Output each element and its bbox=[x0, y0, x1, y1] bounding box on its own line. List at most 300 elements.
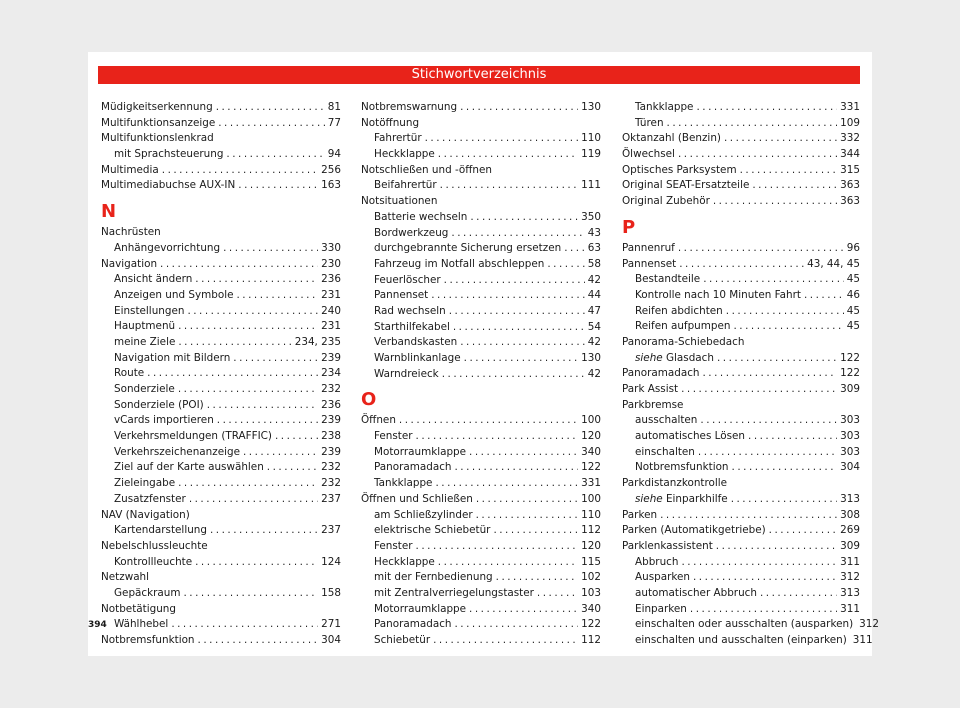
entry-term: Heckklappe bbox=[374, 555, 435, 568]
index-entry[interactable] bbox=[361, 241, 601, 257]
dot-leader bbox=[195, 272, 318, 288]
entry-page[interactable]: 239 bbox=[321, 414, 341, 427]
entry-page[interactable]: 54 bbox=[587, 320, 601, 333]
entry-page[interactable]: 158 bbox=[321, 586, 341, 599]
entry-page[interactable]: 344 bbox=[840, 148, 860, 161]
index-entry[interactable] bbox=[101, 413, 341, 429]
dot-leader bbox=[431, 288, 585, 304]
entry-page[interactable]: 236 bbox=[321, 273, 341, 286]
index-entry[interactable] bbox=[101, 508, 341, 524]
entry-page[interactable]: 237 bbox=[321, 492, 341, 505]
index-entry[interactable] bbox=[622, 460, 860, 476]
entry-term: Sonderziele (POI) bbox=[114, 398, 204, 411]
entry-page[interactable]: 43 bbox=[587, 226, 601, 239]
entry-term: ausschalten bbox=[635, 414, 698, 427]
entry-page[interactable]: 313 bbox=[840, 586, 860, 599]
index-entry[interactable] bbox=[101, 366, 341, 382]
entry-page[interactable]: 304 bbox=[321, 634, 341, 646]
index-entry[interactable] bbox=[622, 319, 860, 335]
index-entry[interactable] bbox=[361, 257, 601, 273]
entry-term: NAV (Navigation) bbox=[101, 508, 190, 521]
entry-page[interactable]: 309 bbox=[840, 383, 860, 395]
dot-leader bbox=[178, 319, 318, 335]
entry-term: Pannenset bbox=[374, 289, 429, 302]
entry-page[interactable]: 271 bbox=[321, 618, 341, 631]
entry-page[interactable]: 109 bbox=[840, 116, 860, 129]
dot-leader bbox=[698, 445, 837, 461]
entry-page[interactable]: 47 bbox=[587, 304, 601, 317]
dot-leader bbox=[416, 539, 579, 555]
index-entry[interactable] bbox=[361, 492, 601, 508]
entry-term: automatisches Lösen bbox=[635, 430, 746, 443]
entry-page[interactable]: 43, 44, 45 bbox=[807, 257, 860, 270]
index-entry[interactable] bbox=[622, 492, 860, 508]
index-entry[interactable] bbox=[361, 570, 601, 586]
index-entry[interactable] bbox=[101, 570, 341, 586]
index-entry[interactable] bbox=[101, 586, 341, 602]
index-entry[interactable] bbox=[361, 602, 601, 618]
index-entry[interactable] bbox=[101, 131, 341, 147]
entry-term: Ausparken bbox=[635, 571, 690, 584]
entry-term: Verbandskasten bbox=[374, 336, 458, 349]
index-entry[interactable] bbox=[101, 241, 341, 257]
index-entry[interactable] bbox=[622, 429, 860, 445]
index-entry[interactable] bbox=[101, 555, 341, 571]
entry-page[interactable]: 308 bbox=[840, 508, 860, 521]
index-entry[interactable] bbox=[361, 586, 601, 602]
entry-term: Notsituationen bbox=[361, 195, 438, 208]
index-entry[interactable] bbox=[361, 131, 601, 147]
index-entry[interactable] bbox=[361, 523, 601, 539]
entry-page[interactable]: 313 bbox=[840, 492, 860, 505]
index-entry[interactable] bbox=[101, 225, 341, 241]
entry-term: Kontrolle nach 10 Minuten Fahrt bbox=[635, 288, 801, 301]
dot-leader bbox=[178, 335, 291, 351]
entry-page[interactable]: 237 bbox=[321, 524, 341, 537]
entry-page[interactable]: 120 bbox=[581, 430, 601, 443]
index-entry[interactable] bbox=[361, 476, 601, 492]
entry-page[interactable]: 231 bbox=[321, 320, 341, 333]
entry-term: Notbremsfunktion bbox=[635, 461, 729, 474]
index-entry[interactable] bbox=[101, 476, 341, 492]
entry-term: Beifahrertür bbox=[374, 179, 437, 192]
dot-leader bbox=[189, 492, 318, 508]
see-reference: siehe bbox=[635, 492, 666, 505]
index-entry[interactable] bbox=[101, 382, 341, 398]
entry-page[interactable]: 363 bbox=[840, 195, 860, 208]
index-entry[interactable] bbox=[101, 178, 341, 194]
entry-page[interactable]: 115 bbox=[581, 555, 601, 568]
dot-leader bbox=[733, 319, 843, 335]
index-entry[interactable] bbox=[101, 602, 341, 618]
index-entry[interactable] bbox=[361, 116, 601, 132]
entry-page[interactable]: 46 bbox=[846, 288, 860, 301]
index-entry[interactable] bbox=[622, 476, 860, 492]
entry-page[interactable]: 350 bbox=[581, 210, 601, 223]
dot-leader bbox=[693, 570, 837, 586]
index-entry[interactable] bbox=[101, 539, 341, 555]
entry-term: Notöffnung bbox=[361, 116, 420, 129]
index-entry[interactable] bbox=[622, 523, 860, 539]
index-entry[interactable] bbox=[622, 335, 860, 351]
entry-term: Warndreieck bbox=[374, 367, 439, 380]
dot-leader bbox=[449, 304, 585, 320]
index-entry[interactable] bbox=[622, 194, 860, 210]
entry-page[interactable]: 332 bbox=[840, 132, 860, 145]
entry-term: Fahrzeug im Notfall abschleppen bbox=[374, 257, 545, 270]
entry-page[interactable]: 112 bbox=[581, 524, 601, 537]
index-entry[interactable] bbox=[622, 163, 860, 179]
entry-term: Warnblinkanlage bbox=[374, 352, 461, 364]
dot-leader bbox=[267, 460, 318, 476]
index-entry[interactable] bbox=[361, 539, 601, 555]
entry-term: elektrische Schiebetür bbox=[374, 524, 491, 537]
index-entry[interactable] bbox=[101, 163, 341, 179]
entry-page[interactable]: 331 bbox=[581, 477, 601, 490]
entry-page[interactable]: 42 bbox=[587, 273, 601, 286]
entry-term: Wählhebel bbox=[114, 618, 169, 631]
entry-page[interactable]: 63 bbox=[587, 242, 601, 255]
index-entry[interactable] bbox=[101, 100, 341, 116]
entry-term: einschalten oder ausschalten (ausparken) bbox=[635, 618, 854, 631]
entry-page[interactable]: 363 bbox=[840, 179, 860, 192]
index-entry[interactable] bbox=[622, 272, 860, 288]
entry-term: Pannenruf bbox=[622, 241, 675, 254]
index-entry[interactable] bbox=[622, 413, 860, 429]
entry-page[interactable]: 234 bbox=[321, 367, 341, 380]
index-entry[interactable] bbox=[361, 429, 601, 445]
index-entry[interactable] bbox=[622, 555, 860, 571]
dot-leader bbox=[713, 194, 837, 210]
dot-leader bbox=[752, 178, 837, 194]
entry-term: einschalten bbox=[635, 445, 695, 458]
entry-page[interactable]: 303 bbox=[840, 445, 860, 458]
entry-term: Tankklappe bbox=[374, 477, 433, 490]
index-entry[interactable] bbox=[622, 633, 873, 649]
dot-leader bbox=[226, 147, 324, 163]
index-entry[interactable] bbox=[622, 617, 879, 633]
index-entry[interactable] bbox=[101, 288, 341, 304]
entry-page[interactable]: 312 bbox=[840, 571, 860, 584]
entry-page[interactable]: 45 bbox=[846, 304, 860, 317]
dot-leader bbox=[681, 382, 837, 398]
index-entry[interactable] bbox=[361, 508, 601, 524]
index-entry[interactable] bbox=[101, 429, 341, 445]
dot-leader bbox=[183, 586, 318, 602]
entry-page[interactable]: 110 bbox=[581, 132, 601, 145]
index-entry[interactable] bbox=[622, 351, 860, 367]
index-entry[interactable] bbox=[101, 460, 341, 476]
entry-page[interactable]: 100 bbox=[581, 414, 601, 427]
entry-page[interactable]: 77 bbox=[327, 116, 341, 129]
dot-leader bbox=[740, 163, 838, 179]
dot-leader bbox=[660, 508, 837, 524]
dot-leader bbox=[399, 413, 578, 429]
dot-leader bbox=[435, 476, 578, 492]
entry-page[interactable]: 303 bbox=[840, 430, 860, 443]
entry-page[interactable]: 232 bbox=[321, 383, 341, 395]
index-entry[interactable] bbox=[361, 633, 601, 649]
dot-leader bbox=[433, 633, 578, 649]
entry-term: Nebelschlussleuchte bbox=[101, 539, 208, 552]
entry-term: Parken bbox=[622, 508, 658, 521]
entry-page[interactable]: 163 bbox=[321, 179, 341, 192]
index-entry[interactable] bbox=[101, 523, 341, 539]
index-entry[interactable] bbox=[361, 555, 601, 571]
index-entry[interactable] bbox=[101, 335, 341, 351]
entry-term: Oktanzahl (Benzin) bbox=[622, 132, 721, 145]
dot-leader bbox=[476, 508, 579, 524]
entry-page[interactable]: 42 bbox=[587, 336, 601, 349]
dot-leader bbox=[667, 116, 838, 132]
dot-leader bbox=[681, 555, 837, 571]
entry-page[interactable]: 240 bbox=[321, 304, 341, 317]
dot-leader bbox=[210, 523, 318, 539]
index-entry[interactable] bbox=[361, 351, 601, 367]
dot-leader bbox=[195, 555, 318, 571]
entry-page[interactable]: 124 bbox=[321, 555, 341, 568]
entry-term: Starthilfekabel bbox=[374, 320, 450, 333]
entry-page[interactable]: 130 bbox=[581, 352, 601, 364]
entry-term: Rad wechseln bbox=[374, 304, 446, 317]
entry-term: einschalten und ausschalten (einparken) bbox=[635, 634, 847, 646]
entry-term: Fahrertür bbox=[374, 132, 422, 145]
entry-term: Multimedia bbox=[101, 163, 159, 176]
entry-term: Abbruch bbox=[635, 555, 679, 568]
entry-term: Pannenset bbox=[622, 257, 677, 270]
entry-page[interactable]: 122 bbox=[840, 367, 860, 380]
entry-page[interactable]: 311 bbox=[840, 555, 860, 568]
dot-leader bbox=[425, 131, 579, 147]
entry-page[interactable]: 340 bbox=[581, 445, 601, 458]
entry-term: Park Assist bbox=[622, 383, 679, 395]
entry-term: Navigation bbox=[101, 257, 158, 270]
index-entry[interactable] bbox=[622, 445, 860, 461]
index-entry[interactable] bbox=[361, 413, 601, 429]
entry-term: Panoramadach bbox=[622, 367, 700, 380]
index-entry[interactable] bbox=[361, 304, 601, 320]
entry-group bbox=[361, 100, 601, 382]
entry-page[interactable]: 130 bbox=[581, 101, 601, 113]
index-entry[interactable] bbox=[622, 570, 860, 586]
entry-page[interactable]: 256 bbox=[321, 163, 341, 176]
index-entry[interactable] bbox=[361, 194, 601, 210]
entry-term: Tankklappe bbox=[635, 101, 694, 113]
index-entry[interactable] bbox=[101, 633, 341, 649]
entry-page[interactable]: 304 bbox=[840, 461, 860, 474]
index-entry[interactable] bbox=[622, 178, 860, 194]
index-entry[interactable] bbox=[361, 163, 601, 179]
index-entry[interactable] bbox=[361, 288, 601, 304]
entry-page[interactable]: 303 bbox=[840, 414, 860, 427]
entry-term: automatischer Abbruch bbox=[635, 586, 757, 599]
dot-leader bbox=[207, 398, 318, 414]
entry-page[interactable]: 238 bbox=[321, 430, 341, 443]
entry-term: Motorraumklappe bbox=[374, 602, 467, 615]
index-entry[interactable] bbox=[622, 304, 860, 320]
index-entry[interactable] bbox=[622, 586, 860, 602]
index-entry[interactable] bbox=[361, 178, 601, 194]
entry-page[interactable]: 45 bbox=[846, 320, 860, 333]
index-entry[interactable] bbox=[101, 257, 341, 273]
entry-page[interactable]: 311 bbox=[840, 602, 860, 615]
entry-page[interactable]: 122 bbox=[840, 351, 860, 364]
entry-term: mit Sprachsteuerung bbox=[114, 148, 224, 161]
entry-page[interactable]: 269 bbox=[840, 524, 860, 537]
entry-term: Öffnen bbox=[361, 414, 396, 427]
entry-page[interactable]: 42 bbox=[587, 367, 601, 380]
index-entry[interactable] bbox=[622, 147, 860, 163]
index-entry[interactable] bbox=[622, 257, 860, 273]
index-column-2 bbox=[361, 100, 601, 649]
entry-page[interactable]: 96 bbox=[846, 241, 860, 254]
index-entry[interactable] bbox=[622, 241, 860, 257]
entry-page[interactable]: 122 bbox=[581, 618, 601, 631]
dot-leader bbox=[703, 366, 838, 382]
entry-page[interactable]: 81 bbox=[327, 101, 341, 113]
entry-page[interactable]: 239 bbox=[321, 351, 341, 364]
index-entry[interactable] bbox=[361, 617, 601, 633]
entry-term: Multifunktionslenkrad bbox=[101, 132, 214, 145]
dot-leader bbox=[438, 147, 578, 163]
dot-leader bbox=[726, 304, 844, 320]
index-entry[interactable] bbox=[622, 116, 860, 132]
entry-term: Reifen aufpumpen bbox=[635, 320, 731, 333]
dot-leader bbox=[464, 351, 579, 367]
index-entry[interactable] bbox=[622, 398, 860, 414]
entry-page[interactable]: 312 bbox=[859, 618, 879, 631]
dot-leader bbox=[438, 555, 578, 571]
entry-term: Panorama-Schiebedach bbox=[622, 335, 745, 348]
index-entry[interactable] bbox=[622, 539, 860, 555]
entry-page[interactable]: 230 bbox=[321, 257, 341, 270]
index-entry[interactable] bbox=[361, 445, 601, 461]
entry-term: Batterie wechseln bbox=[374, 210, 468, 223]
entry-page[interactable]: 340 bbox=[581, 602, 601, 615]
dot-leader bbox=[496, 570, 579, 586]
entry-page[interactable]: 112 bbox=[581, 634, 601, 646]
entry-term: am Schließzylinder bbox=[374, 508, 473, 521]
index-entry[interactable] bbox=[622, 131, 860, 147]
entry-page[interactable]: 309 bbox=[840, 539, 860, 552]
entry-term: Parkdistanzkontrolle bbox=[622, 477, 728, 490]
index-entry[interactable] bbox=[101, 116, 341, 132]
dot-leader bbox=[223, 241, 318, 257]
dot-leader bbox=[696, 100, 837, 116]
entry-term: Nachrüsten bbox=[101, 226, 161, 239]
index-entry[interactable] bbox=[101, 147, 341, 163]
index-entry[interactable] bbox=[622, 602, 860, 618]
entry-term: mit Zentralverriegelungstaster bbox=[374, 586, 534, 599]
entry-group bbox=[101, 225, 341, 649]
entry-page[interactable]: 120 bbox=[581, 539, 601, 552]
entry-page[interactable]: 119 bbox=[581, 148, 601, 161]
entry-page[interactable]: 331 bbox=[840, 101, 860, 113]
index-entry[interactable] bbox=[622, 366, 860, 382]
entry-page[interactable]: 330 bbox=[321, 241, 341, 254]
entry-page[interactable]: 102 bbox=[581, 571, 601, 584]
index-entry[interactable] bbox=[361, 273, 601, 289]
entry-term: Fenster bbox=[374, 430, 413, 443]
index-entry[interactable] bbox=[101, 398, 341, 414]
entry-page[interactable]: 110 bbox=[581, 508, 601, 521]
dot-leader bbox=[769, 523, 837, 539]
entry-page[interactable]: 236 bbox=[321, 398, 341, 411]
dot-leader bbox=[275, 429, 318, 445]
index-entry[interactable] bbox=[101, 272, 341, 288]
entry-page[interactable]: 239 bbox=[321, 445, 341, 458]
entry-term: Reifen abdichten bbox=[635, 304, 723, 317]
dot-leader bbox=[716, 539, 837, 555]
index-entry[interactable] bbox=[361, 320, 601, 336]
entry-term: meine Ziele bbox=[114, 335, 176, 348]
dot-leader bbox=[731, 492, 837, 508]
index-entry[interactable] bbox=[622, 508, 860, 524]
entry-term: Türen bbox=[635, 116, 664, 129]
index-column-3 bbox=[622, 100, 879, 649]
entry-page[interactable]: 311 bbox=[852, 634, 873, 646]
entry-term: Original Zubehör bbox=[622, 195, 710, 208]
entry-page[interactable]: 100 bbox=[581, 492, 601, 505]
dot-leader bbox=[198, 633, 319, 649]
entry-term: Notbremsfunktion bbox=[101, 634, 195, 646]
index-entry[interactable] bbox=[101, 319, 341, 335]
index-entry[interactable] bbox=[361, 210, 601, 226]
dot-leader bbox=[732, 460, 838, 476]
entry-page[interactable]: 45 bbox=[846, 273, 860, 286]
index-entry[interactable] bbox=[361, 460, 601, 476]
entry-term: Notbremswarnung bbox=[361, 101, 458, 113]
index-entry[interactable] bbox=[622, 100, 860, 116]
index-entry[interactable] bbox=[101, 351, 341, 367]
dot-leader bbox=[236, 288, 318, 304]
index-entry[interactable] bbox=[101, 304, 341, 320]
index-entry[interactable] bbox=[101, 617, 341, 633]
index-entry[interactable] bbox=[101, 492, 341, 508]
entry-page[interactable]: 122 bbox=[581, 461, 601, 474]
dot-leader bbox=[171, 617, 318, 633]
entry-term: Route bbox=[114, 367, 145, 380]
index-entry[interactable] bbox=[361, 147, 601, 163]
entry-page[interactable]: 58 bbox=[587, 257, 601, 270]
entry-page[interactable]: 232 bbox=[321, 477, 341, 490]
entry-page[interactable]: 234, 235 bbox=[294, 335, 341, 348]
dot-leader bbox=[760, 586, 837, 602]
entry-page[interactable]: 94 bbox=[327, 148, 341, 161]
entry-page[interactable]: 232 bbox=[321, 461, 341, 474]
index-entry[interactable] bbox=[361, 100, 601, 116]
entry-term: Panoramadach bbox=[374, 461, 452, 474]
entry-page[interactable]: 44 bbox=[587, 289, 601, 302]
index-entry[interactable] bbox=[622, 288, 860, 304]
entry-page[interactable]: 111 bbox=[581, 179, 601, 192]
index-entry[interactable] bbox=[361, 367, 601, 383]
entry-page[interactable]: 103 bbox=[581, 586, 601, 599]
entry-term: Müdigkeitserkennung bbox=[101, 101, 213, 113]
dot-leader bbox=[238, 178, 318, 194]
dot-leader bbox=[804, 288, 844, 304]
entry-page[interactable]: 315 bbox=[840, 163, 860, 176]
index-entry[interactable] bbox=[622, 382, 860, 398]
dot-leader bbox=[178, 476, 318, 492]
entry-page[interactable]: 231 bbox=[321, 288, 341, 301]
dot-leader bbox=[679, 257, 804, 273]
index-letter: O bbox=[361, 389, 377, 411]
index-entry[interactable] bbox=[361, 335, 601, 351]
entry-term: Original SEAT-Ersatzteile bbox=[622, 179, 750, 192]
index-entry[interactable] bbox=[101, 445, 341, 461]
index-entry[interactable] bbox=[361, 226, 601, 242]
